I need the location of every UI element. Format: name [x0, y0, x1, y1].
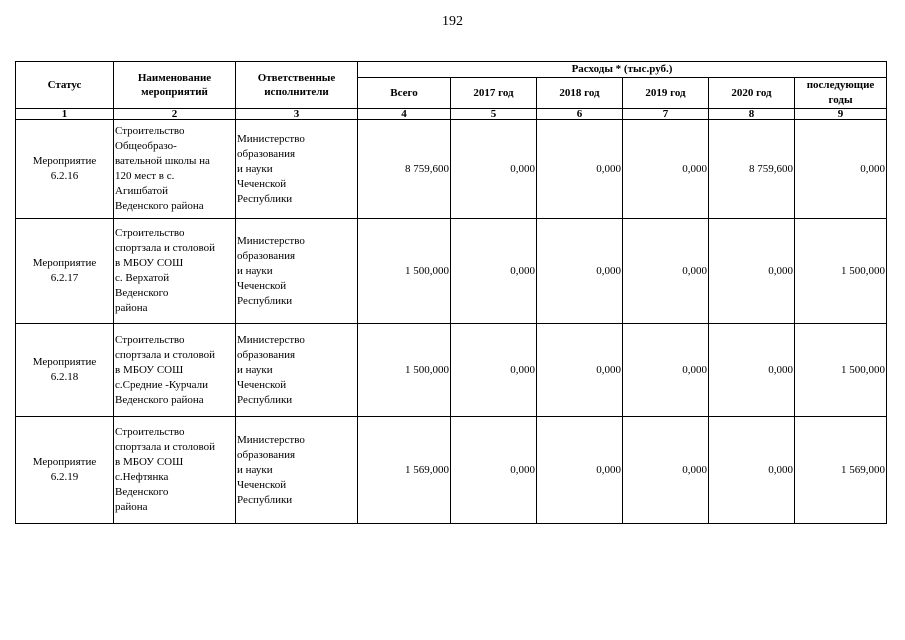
table-row — [16, 219, 887, 324]
responsible-cell: Министерство образования и науки Чеченской Республики — [236, 417, 358, 524]
header-name: Наименование мероприятий — [114, 62, 236, 109]
column-number: 5 — [451, 109, 537, 120]
column-number: 8 — [709, 109, 795, 120]
activity-name-cell: Строительство спортзала и столовой в МБОУ СОШ с.Нефтянка Веденского района — [114, 417, 236, 524]
table-row — [16, 417, 887, 524]
column-number: 6 — [537, 109, 623, 120]
year-2019-cell: 0,000 — [623, 219, 709, 324]
year-2020-cell: 0,000 — [709, 417, 795, 524]
column-number-row — [16, 109, 887, 120]
responsible-cell: Министерство образования и науки Чеченской Республики — [236, 120, 358, 219]
column-number: 9 — [795, 109, 887, 120]
table-row — [16, 324, 887, 417]
subsequent-years-cell: 1 569,000 — [795, 417, 887, 524]
header-2020: 2020 год — [709, 78, 795, 109]
total-cell: 1 569,000 — [358, 417, 451, 524]
header-2017: 2017 год — [451, 78, 537, 109]
status-cell: Мероприятие 6.2.18 — [16, 324, 114, 417]
activity-name-cell: Строительство спортзала и столовой в МБОУ СОШ с. Верхатой Веденского района — [114, 219, 236, 324]
total-cell: 8 759,600 — [358, 120, 451, 219]
year-2017-cell: 0,000 — [451, 219, 537, 324]
activity-name-cell: Строительство Общеобразо- вательной школы на 120 мест в с. Агишбатой Веденского района — [114, 120, 236, 219]
year-2018-cell: 0,000 — [537, 219, 623, 324]
header-total: Всего — [358, 78, 451, 109]
year-2020-cell: 8 759,600 — [709, 120, 795, 219]
subsequent-years-cell: 1 500,000 — [795, 324, 887, 417]
year-2018-cell: 0,000 — [537, 324, 623, 417]
subsequent-years-cell: 1 500,000 — [795, 219, 887, 324]
column-number: 7 — [623, 109, 709, 120]
responsible-cell: Министерство образования и науки Чеченской Республики — [236, 219, 358, 324]
status-cell: Мероприятие 6.2.17 — [16, 219, 114, 324]
total-cell: 1 500,000 — [358, 324, 451, 417]
column-number: 4 — [358, 109, 451, 120]
year-2017-cell: 0,000 — [451, 417, 537, 524]
status-cell: Мероприятие 6.2.19 — [16, 417, 114, 524]
year-2020-cell: 0,000 — [709, 324, 795, 417]
column-number: 1 — [16, 109, 114, 120]
header-responsible: Ответственные исполнители — [236, 62, 358, 109]
column-number: 2 — [114, 109, 236, 120]
year-2018-cell: 0,000 — [537, 120, 623, 219]
year-2017-cell: 0,000 — [451, 120, 537, 219]
status-cell: Мероприятие 6.2.16 — [16, 120, 114, 219]
page-number: 192 — [442, 14, 463, 29]
header-expenses: Расходы * (тыс.руб.) — [358, 62, 887, 78]
year-2018-cell: 0,000 — [537, 417, 623, 524]
total-cell: 1 500,000 — [358, 219, 451, 324]
header-2019: 2019 год — [623, 78, 709, 109]
header-status: Статус — [16, 62, 114, 109]
year-2019-cell: 0,000 — [623, 120, 709, 219]
header-subsequent: последующие годы — [795, 78, 887, 109]
subsequent-years-cell: 0,000 — [795, 120, 887, 219]
year-2019-cell: 0,000 — [623, 324, 709, 417]
activity-name-cell: Строительство спортзала и столовой в МБОУ СОШ с.Средние -Курчали Веденского района — [114, 324, 236, 417]
year-2020-cell: 0,000 — [709, 219, 795, 324]
year-2019-cell: 0,000 — [623, 417, 709, 524]
header-2018: 2018 год — [537, 78, 623, 109]
responsible-cell: Министерство образования и науки Чеченской Республики — [236, 324, 358, 417]
column-number: 3 — [236, 109, 358, 120]
year-2017-cell: 0,000 — [451, 324, 537, 417]
table-row — [16, 120, 887, 219]
expenses-table — [15, 61, 887, 524]
